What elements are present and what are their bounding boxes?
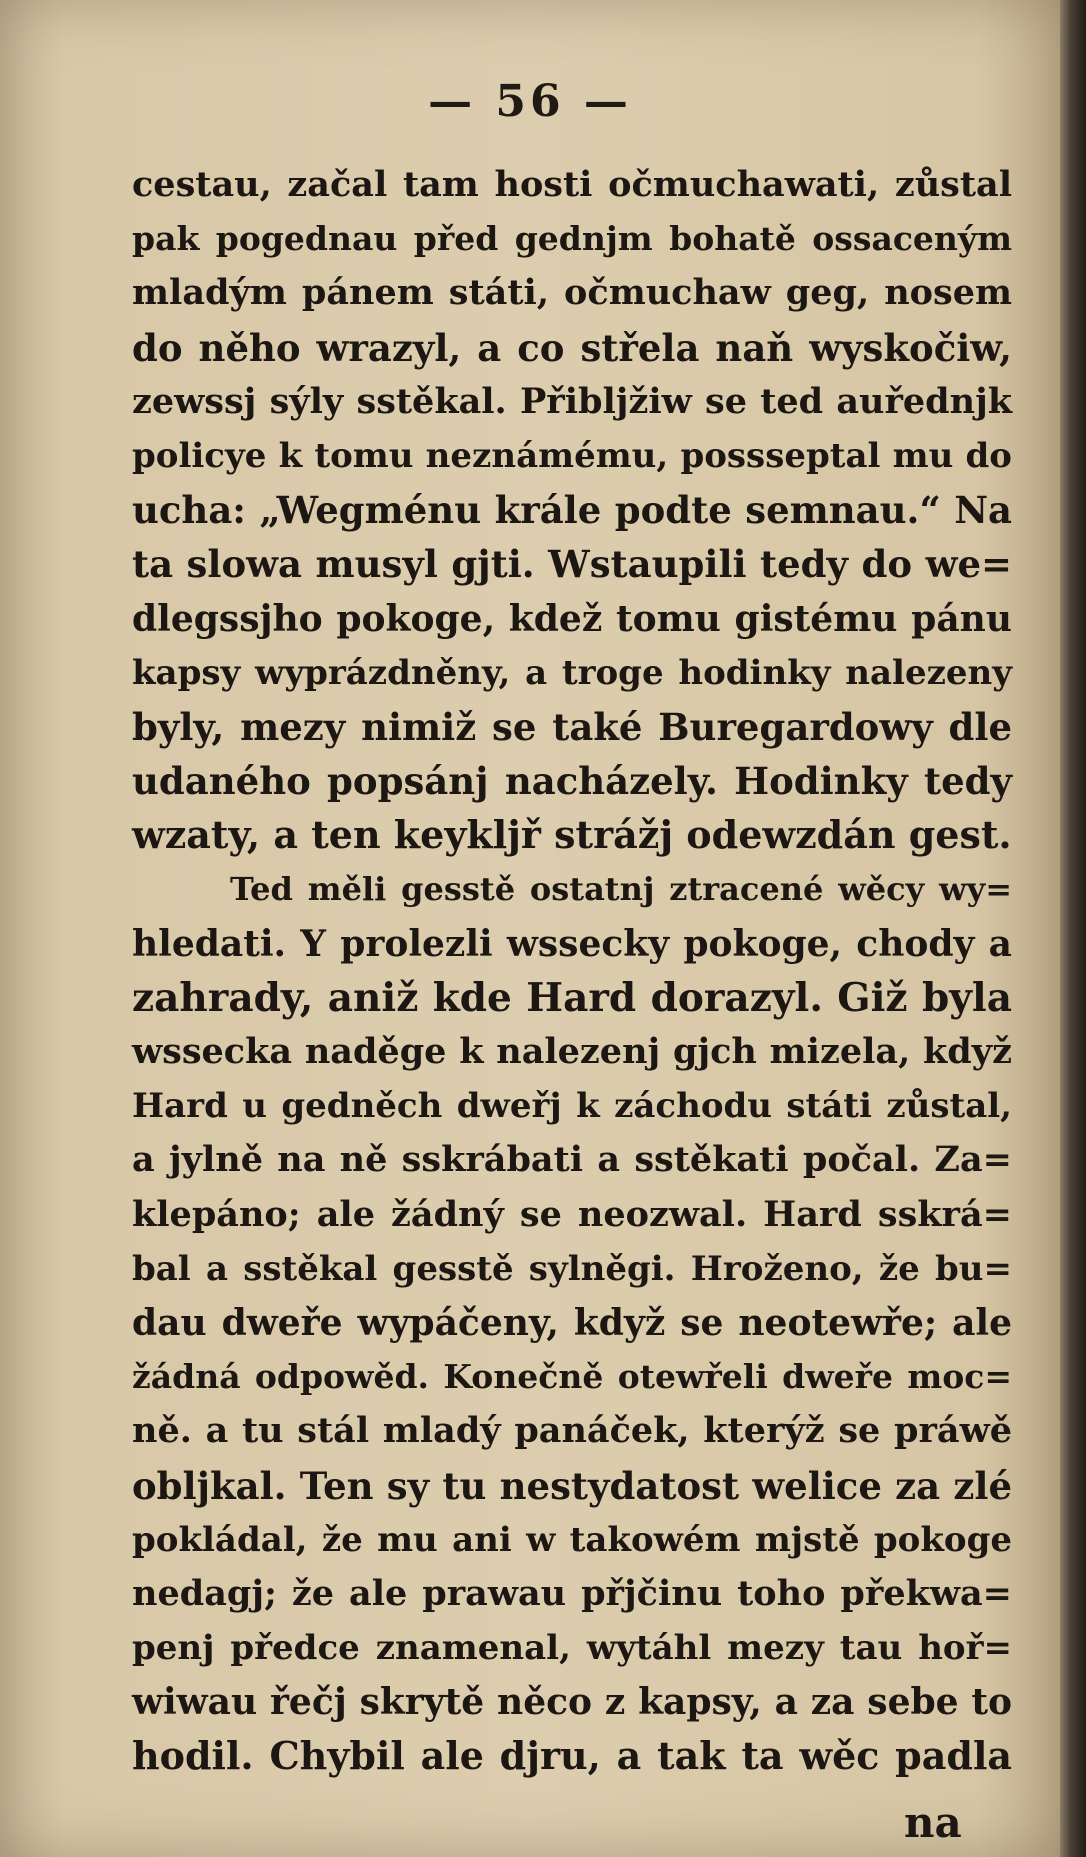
text-line: ta slowa musyl gjti. Wstaupili tedy do we= [132,542,1012,587]
text-line: wzaty, a ten keyklјř strážj odewzdán gest. [132,812,1012,858]
text-line: kapsy wyprázdněny, a troge hodinky nalezeny [132,652,1012,693]
text-line: pak pogednau před gednjm bohatě ossaceným [132,219,1012,259]
text-line: byly, mezy nimiž se také Buregardowy dle [132,704,1012,749]
text-line: zewssj sýly sstěkal. Přibljžiw se ted auřednjk [132,380,1012,422]
text-line: do něho wrazyl, a co střela naň wyskočiw, [132,325,1012,370]
text-line: pokládal, že mu ani w takowém mjstě pokoge [132,1519,1012,1560]
book-spine-edge [1060,0,1086,1857]
text-line: udaného popsánj nacházely. Hodinky tedy [132,759,1012,804]
text-line: Ted měli gesstě ostatnj ztracené wěcy wy= [230,870,1012,909]
page-number: — 56 — [428,76,632,127]
text-line: zahrady, aniž kde Hard dorazyl. Giž byla [132,974,1012,1021]
text-line: wiwau řečj skrytě něco z kapsy, a za sebe to [132,1681,1012,1724]
catchword: na [904,1798,962,1847]
text-line: cestau, začal tam hosti očmuchawati, zůstal [132,164,1012,205]
text-line: hledati. Y prolezli wssecky pokoge, chody a [132,922,1012,965]
text-line: penj předce znamenal, wytáhl mezy tau hoř= [132,1628,1012,1669]
text-line: dlegssjho pokoge, kdež tomu gistému pánu [132,597,1012,640]
text-line: ně. a tu stál mladý panáček, kterýž se práwě [132,1410,1012,1452]
text-line: a jylně na ně sskrábati a sstěkati počal. Za= [132,1139,1012,1181]
text-line: nedagj; že ale prawau přjčinu toho překwa= [132,1572,1012,1614]
text-line: mladým pánem státi, očmuchaw geg, nosem [132,272,1012,314]
text-line: obljkal. Ten sy tu nestydatost welice za zlé [132,1463,1012,1508]
text-line: wssecka naděge k nalezenj gjch mizela, když [132,1031,1012,1072]
text-line: bal a sstěkal gesstě sylněgi. Hroženo, že bu= [132,1248,1012,1289]
text-line: žádná odpowěd. Konečně otewřeli dweře moc= [132,1357,1012,1397]
body-text [132,158,1012,1784]
text-line: ucha: „Wegménu krále podte semnau.“ Na [132,488,1012,533]
text-line: klepáno; ale žádný se neozwal. Hard sskrá= [132,1193,1012,1235]
text-line: Hard u gedněch dweřj k záchodu státi zůstal, [132,1086,1012,1127]
text-line: hodil. Chybil ale djru, a tak ta wěc padla [132,1733,1012,1779]
text-line: policye k tomu neznámému, possseptal mu do [132,435,1012,476]
text-line: dau dweře wypáčeny, když se neotewře; ale [132,1301,1012,1344]
